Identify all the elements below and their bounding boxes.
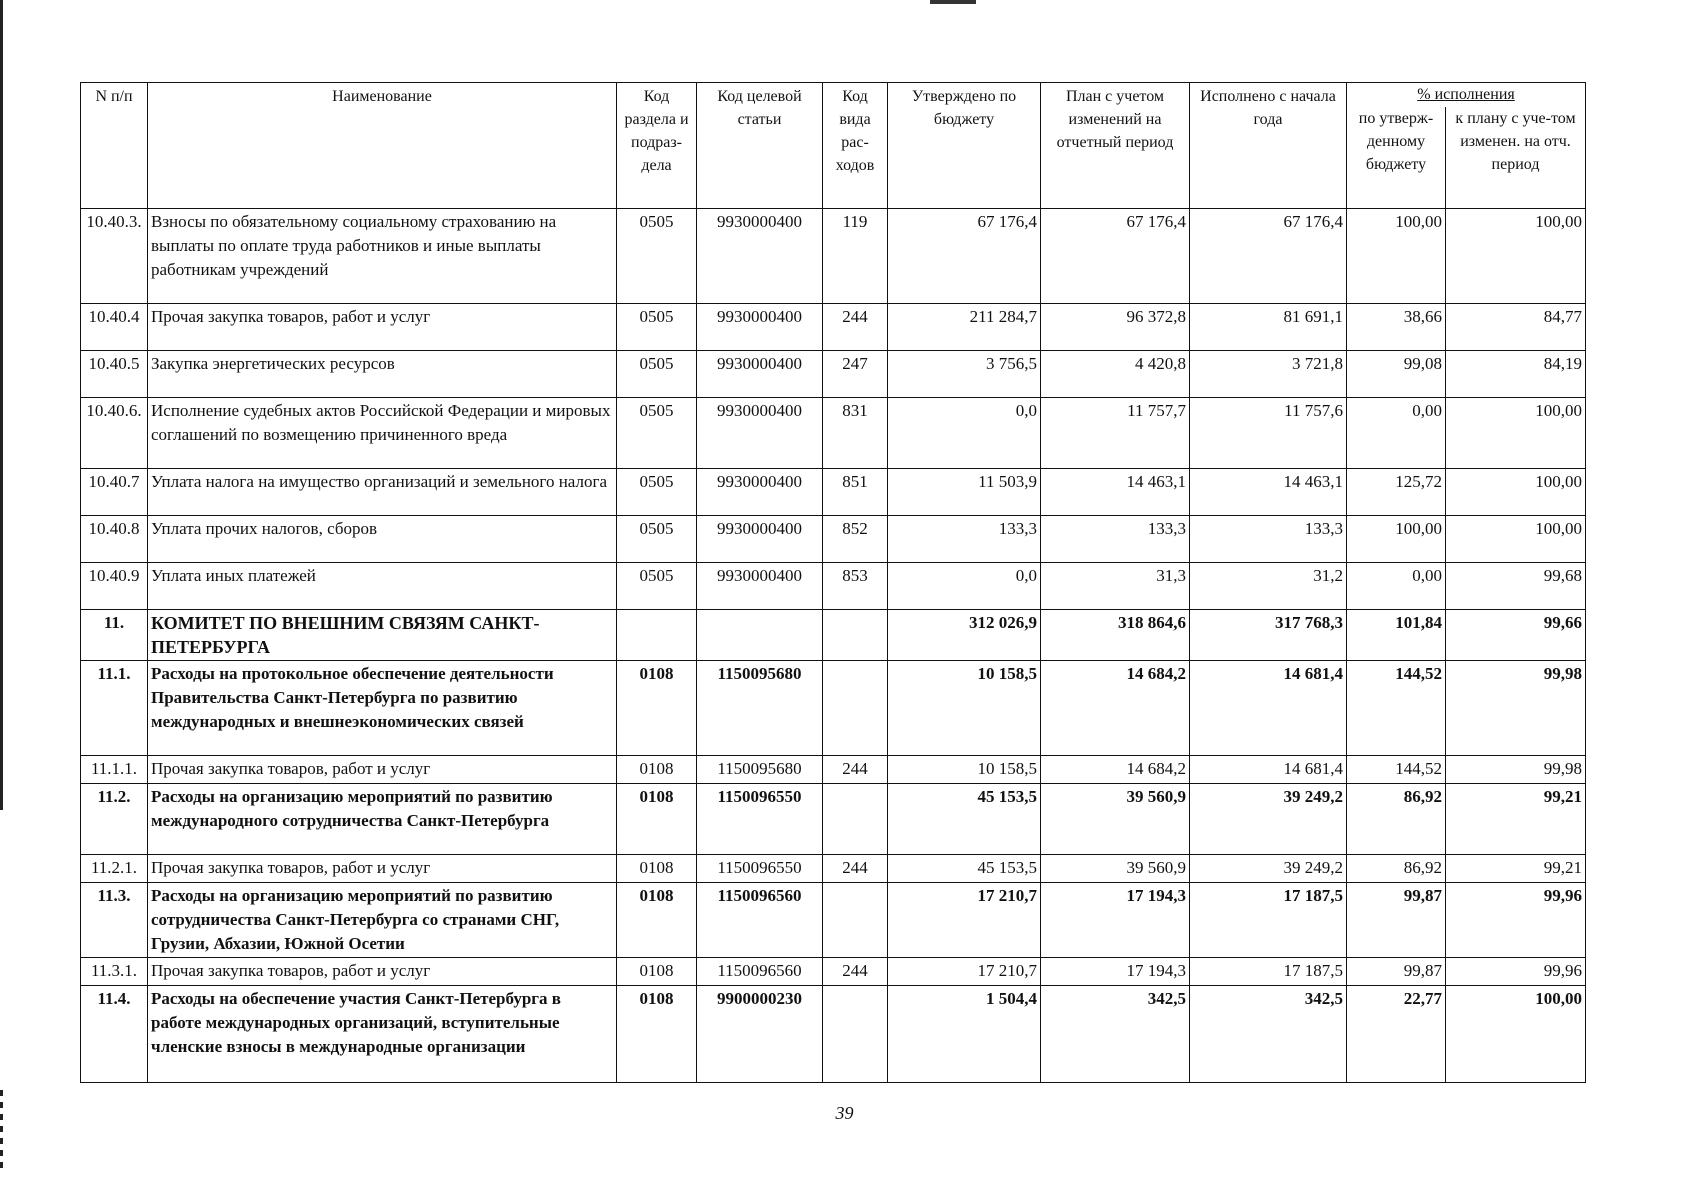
row-number: 10.40.4 xyxy=(81,304,148,351)
row-approved: 45 153,5 xyxy=(888,784,1041,855)
row-target-code: 9930000400 xyxy=(697,469,823,516)
table-row xyxy=(81,958,1586,986)
row-section-code: 0505 xyxy=(617,304,697,351)
row-name: Прочая закупка товаров, работ и услуг xyxy=(148,304,617,351)
row-pct-approved: 0,00 xyxy=(1347,563,1446,610)
row-executed: 17 187,5 xyxy=(1190,958,1347,986)
header-no: N п/п xyxy=(81,83,148,209)
header-executed: Исполнено с начала года xyxy=(1190,83,1347,209)
row-plan: 14 684,2 xyxy=(1041,661,1190,756)
table-row xyxy=(81,855,1586,883)
table-row xyxy=(81,469,1586,516)
row-number: 10.40.5 xyxy=(81,351,148,398)
row-expense-code xyxy=(823,883,888,958)
row-target-code: 1150096550 xyxy=(697,784,823,855)
header-approved: Утверждено по бюджету xyxy=(888,83,1041,209)
row-pct-approved: 22,77 xyxy=(1347,986,1446,1083)
row-target-code: 9930000400 xyxy=(697,304,823,351)
row-pct-approved: 99,08 xyxy=(1347,351,1446,398)
row-plan: 67 176,4 xyxy=(1041,209,1190,304)
header-section-code: Код раздела и подраз-дела xyxy=(617,83,697,209)
row-plan: 31,3 xyxy=(1041,563,1190,610)
row-name: Прочая закупка товаров, работ и услуг xyxy=(148,756,617,784)
row-executed: 11 757,6 xyxy=(1190,398,1347,469)
row-section-code: 0108 xyxy=(617,855,697,883)
row-pct-approved: 144,52 xyxy=(1347,756,1446,784)
row-expense-code: 244 xyxy=(823,304,888,351)
row-number: 10.40.6. xyxy=(81,398,148,469)
row-section-code xyxy=(617,610,697,661)
row-section-code: 0505 xyxy=(617,469,697,516)
row-name: Расходы на организацию мероприятий по развитию международного сотрудничества Санкт-Петербурга xyxy=(148,784,617,855)
row-executed: 14 463,1 xyxy=(1190,469,1347,516)
row-target-code xyxy=(697,610,823,661)
row-approved: 17 210,7 xyxy=(888,883,1041,958)
row-expense-code xyxy=(823,986,888,1083)
row-expense-code: 244 xyxy=(823,855,888,883)
row-pct-approved: 99,87 xyxy=(1347,883,1446,958)
row-name: Прочая закупка товаров, работ и услуг xyxy=(148,855,617,883)
row-number: 11.1.1. xyxy=(81,756,148,784)
row-number: 11.3. xyxy=(81,883,148,958)
row-section-code: 0108 xyxy=(617,958,697,986)
row-expense-code xyxy=(823,610,888,661)
header-expense-code: Код вида рас-ходов xyxy=(823,83,888,209)
row-pct-plan: 100,00 xyxy=(1446,469,1586,516)
table-row xyxy=(81,610,1586,661)
row-pct-plan: 99,98 xyxy=(1446,661,1586,756)
row-name: Уплата прочих налогов, сборов xyxy=(148,516,617,563)
row-executed: 39 249,2 xyxy=(1190,784,1347,855)
row-plan: 17 194,3 xyxy=(1041,883,1190,958)
row-plan: 17 194,3 xyxy=(1041,958,1190,986)
row-name: Уплата налога на имущество организаций и земельного налога xyxy=(148,469,617,516)
row-target-code: 1150096560 xyxy=(697,958,823,986)
row-approved: 3 756,5 xyxy=(888,351,1041,398)
row-executed: 3 721,8 xyxy=(1190,351,1347,398)
row-executed: 14 681,4 xyxy=(1190,756,1347,784)
row-pct-plan: 99,68 xyxy=(1446,563,1586,610)
row-pct-approved: 0,00 xyxy=(1347,398,1446,469)
row-plan: 4 420,8 xyxy=(1041,351,1190,398)
row-approved: 10 158,5 xyxy=(888,661,1041,756)
row-executed: 81 691,1 xyxy=(1190,304,1347,351)
row-plan: 133,3 xyxy=(1041,516,1190,563)
row-plan: 14 684,2 xyxy=(1041,756,1190,784)
row-name: Расходы на протокольное обеспечение деятельности Правительства Санкт-Петербурга по развитию международных и внешнеэкономических связей xyxy=(148,661,617,756)
row-section-code: 0108 xyxy=(617,661,697,756)
row-plan: 39 560,9 xyxy=(1041,855,1190,883)
row-target-code: 9930000400 xyxy=(697,398,823,469)
row-number: 11.2.1. xyxy=(81,855,148,883)
row-expense-code: 247 xyxy=(823,351,888,398)
row-pct-plan: 84,77 xyxy=(1446,304,1586,351)
row-pct-approved: 99,87 xyxy=(1347,958,1446,986)
row-approved: 211 284,7 xyxy=(888,304,1041,351)
row-name: Прочая закупка товаров, работ и услуг xyxy=(148,958,617,986)
row-section-code: 0505 xyxy=(617,209,697,304)
row-plan: 14 463,1 xyxy=(1041,469,1190,516)
row-target-code: 1150096560 xyxy=(697,883,823,958)
row-approved: 1 504,4 xyxy=(888,986,1041,1083)
row-executed: 133,3 xyxy=(1190,516,1347,563)
row-expense-code: 244 xyxy=(823,756,888,784)
table-row xyxy=(81,351,1586,398)
table-row xyxy=(81,661,1586,756)
table-row xyxy=(81,398,1586,469)
row-plan: 39 560,9 xyxy=(1041,784,1190,855)
row-executed: 17 187,5 xyxy=(1190,883,1347,958)
table-row xyxy=(81,784,1586,855)
row-pct-plan: 99,21 xyxy=(1446,855,1586,883)
header-execution-pct: % исполнения xyxy=(1347,83,1586,107)
row-plan: 342,5 xyxy=(1041,986,1190,1083)
row-approved: 45 153,5 xyxy=(888,855,1041,883)
row-plan: 96 372,8 xyxy=(1041,304,1190,351)
row-executed: 14 681,4 xyxy=(1190,661,1347,756)
row-name: Взносы по обязательному социальному страхованию на выплаты по оплате труда работников и иные выплаты работникам учреждений xyxy=(148,209,617,304)
row-pct-approved: 100,00 xyxy=(1347,516,1446,563)
table-row xyxy=(81,304,1586,351)
row-pct-plan: 99,21 xyxy=(1446,784,1586,855)
table-row xyxy=(81,209,1586,304)
row-name: КОМИТЕТ ПО ВНЕШНИМ СВЯЗЯМ САНКТ-ПЕТЕРБУРГА xyxy=(148,610,617,661)
row-number: 10.40.7 xyxy=(81,469,148,516)
row-target-code: 9930000400 xyxy=(697,516,823,563)
row-number: 11. xyxy=(81,610,148,661)
row-executed: 39 249,2 xyxy=(1190,855,1347,883)
row-expense-code: 119 xyxy=(823,209,888,304)
table-row xyxy=(81,756,1586,784)
row-pct-plan: 100,00 xyxy=(1446,516,1586,563)
row-approved: 10 158,5 xyxy=(888,756,1041,784)
row-plan: 11 757,7 xyxy=(1041,398,1190,469)
page-number: 39 xyxy=(835,1103,854,1123)
row-section-code: 0505 xyxy=(617,398,697,469)
row-pct-plan: 100,00 xyxy=(1446,209,1586,304)
row-target-code: 9930000400 xyxy=(697,209,823,304)
row-pct-plan: 99,96 xyxy=(1446,883,1586,958)
row-section-code: 0108 xyxy=(617,986,697,1083)
row-name: Расходы на организацию мероприятий по развитию сотрудничества Санкт-Петербурга со странами СНГ, Грузии, Абхазии, Южной Осетии xyxy=(148,883,617,958)
row-name: Закупка энергетических ресурсов xyxy=(148,351,617,398)
row-executed: 317 768,3 xyxy=(1190,610,1347,661)
table-row xyxy=(81,563,1586,610)
row-executed: 342,5 xyxy=(1190,986,1347,1083)
row-pct-approved: 38,66 xyxy=(1347,304,1446,351)
row-pct-approved: 100,00 xyxy=(1347,209,1446,304)
row-number: 11.1. xyxy=(81,661,148,756)
row-pct-plan: 100,00 xyxy=(1446,986,1586,1083)
scan-edge-left-dashes xyxy=(0,1090,3,1170)
budget-execution-table xyxy=(80,82,1586,1083)
row-number: 11.4. xyxy=(81,986,148,1083)
row-pct-plan: 84,19 xyxy=(1446,351,1586,398)
row-pct-approved: 125,72 xyxy=(1347,469,1446,516)
row-target-code: 9900000230 xyxy=(697,986,823,1083)
table-row xyxy=(81,516,1586,563)
row-target-code: 9930000400 xyxy=(697,351,823,398)
row-number: 10.40.8 xyxy=(81,516,148,563)
row-expense-code: 831 xyxy=(823,398,888,469)
row-number: 10.40.3. xyxy=(81,209,148,304)
row-pct-plan: 99,66 xyxy=(1446,610,1586,661)
row-executed: 67 176,4 xyxy=(1190,209,1347,304)
row-expense-code xyxy=(823,784,888,855)
header-plan: План с учетом изменений на отчетный период xyxy=(1041,83,1190,209)
row-expense-code: 853 xyxy=(823,563,888,610)
row-section-code: 0108 xyxy=(617,784,697,855)
table-row xyxy=(81,883,1586,958)
row-section-code: 0108 xyxy=(617,756,697,784)
row-name: Исполнение судебных актов Российской Федерации и мировых соглашений по возмещению причиненного вреда xyxy=(148,398,617,469)
row-target-code: 1150095680 xyxy=(697,756,823,784)
row-pct-approved: 101,84 xyxy=(1347,610,1446,661)
row-pct-approved: 144,52 xyxy=(1347,661,1446,756)
header-pct-plan: к плану с уче-том изменен. на отч. период xyxy=(1446,107,1586,209)
row-number: 11.2. xyxy=(81,784,148,855)
row-name: Уплата иных платежей xyxy=(148,563,617,610)
scan-top-mark xyxy=(930,0,976,4)
row-pct-plan: 100,00 xyxy=(1446,398,1586,469)
header-pct-approved: по утверж-денному бюджету xyxy=(1347,107,1446,209)
row-approved: 0,0 xyxy=(888,398,1041,469)
row-approved: 312 026,9 xyxy=(888,610,1041,661)
header-name: Наименование xyxy=(148,83,617,209)
row-expense-code: 852 xyxy=(823,516,888,563)
scan-edge-left xyxy=(0,0,3,810)
row-target-code: 1150096550 xyxy=(697,855,823,883)
row-pct-plan: 99,98 xyxy=(1446,756,1586,784)
row-approved: 133,3 xyxy=(888,516,1041,563)
row-target-code: 1150095680 xyxy=(697,661,823,756)
row-expense-code: 244 xyxy=(823,958,888,986)
row-pct-approved: 86,92 xyxy=(1347,784,1446,855)
row-expense-code xyxy=(823,661,888,756)
row-approved: 67 176,4 xyxy=(888,209,1041,304)
row-approved: 11 503,9 xyxy=(888,469,1041,516)
row-approved: 0,0 xyxy=(888,563,1041,610)
header-target-code: Код целевой статьи xyxy=(697,83,823,209)
row-number: 11.3.1. xyxy=(81,958,148,986)
row-expense-code: 851 xyxy=(823,469,888,516)
row-section-code: 0505 xyxy=(617,563,697,610)
row-section-code: 0505 xyxy=(617,351,697,398)
row-number: 10.40.9 xyxy=(81,563,148,610)
row-target-code: 9930000400 xyxy=(697,563,823,610)
row-section-code: 0505 xyxy=(617,516,697,563)
row-executed: 31,2 xyxy=(1190,563,1347,610)
row-plan: 318 864,6 xyxy=(1041,610,1190,661)
row-name: Расходы на обеспечение участия Санкт-Петербурга в работе международных организаций, вступительные членские взносы в международные организации xyxy=(148,986,617,1083)
table-row xyxy=(81,986,1586,1083)
row-pct-plan: 99,96 xyxy=(1446,958,1586,986)
row-approved: 17 210,7 xyxy=(888,958,1041,986)
row-pct-approved: 86,92 xyxy=(1347,855,1446,883)
row-section-code: 0108 xyxy=(617,883,697,958)
